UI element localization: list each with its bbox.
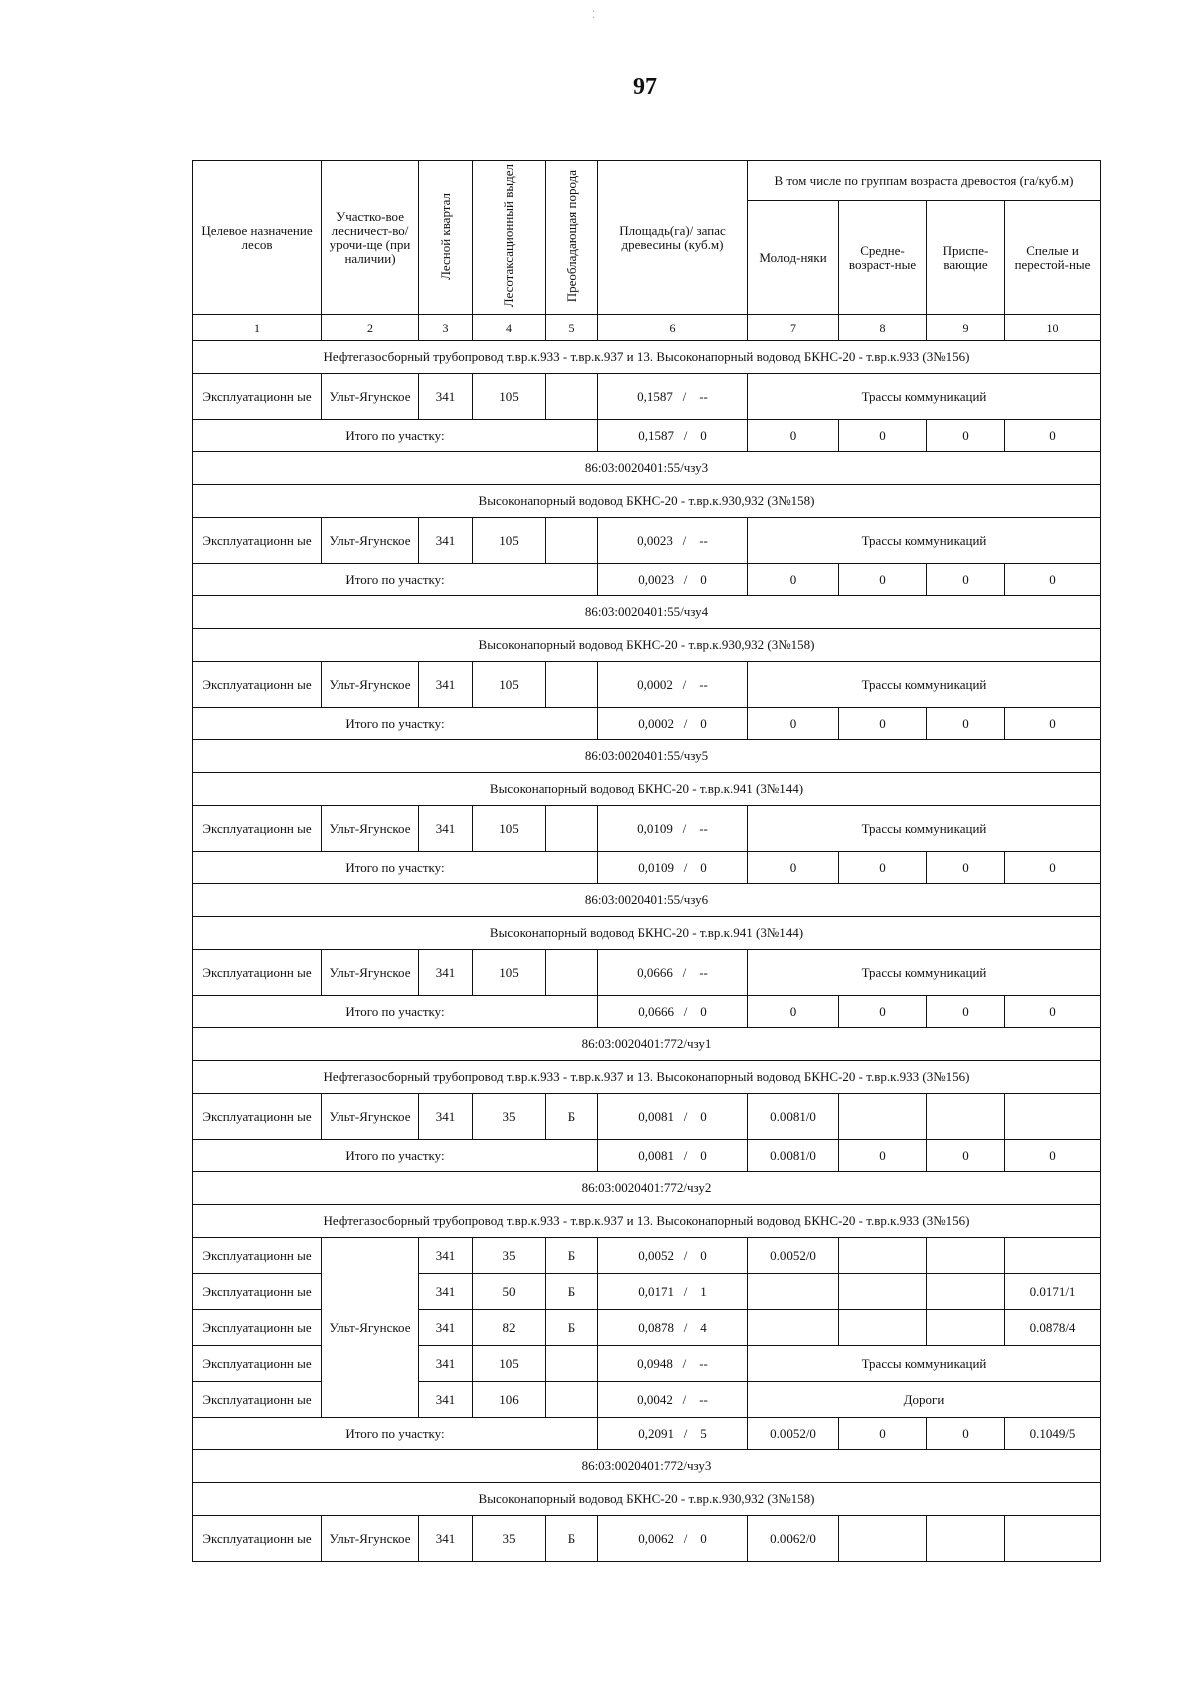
cell-young: 0.0062/0: [748, 1516, 839, 1562]
cell-mature: [1005, 1238, 1101, 1274]
subtotal-row: [193, 1418, 1101, 1450]
subtotal-label: Итого по участку:: [193, 708, 598, 740]
header-mature: Спелые и перестой-ные: [1005, 201, 1101, 315]
column-number: 1: [193, 315, 322, 341]
cell-species: [546, 1382, 598, 1418]
cell-purpose: Эксплуатационн ые: [193, 1310, 322, 1346]
cell-species: Б: [546, 1274, 598, 1310]
cadastre-row: [193, 884, 1101, 917]
table-row: [193, 518, 1101, 564]
subtotal-young: 0: [748, 852, 839, 884]
section-title: Высоконапорный водовод БКНС-20 - т.вр.к.930,932 (3№158): [193, 485, 1101, 518]
cell-species: Б: [546, 1310, 598, 1346]
cell-land-use-note: Трассы коммуникаций: [748, 518, 1101, 564]
cell-purpose: Эксплуатационн ые: [193, 1238, 322, 1274]
cell-purpose: Эксплуатационн ые: [193, 374, 322, 420]
subtotal-middle-aged: 0: [839, 564, 927, 596]
forest-table: [192, 160, 1101, 1562]
cell-allotment: 105: [473, 518, 546, 564]
cadastre-number: 86:03:0020401:772/чзу3: [193, 1450, 1101, 1483]
subtotal-maturing: 0: [927, 1140, 1005, 1172]
cell-area: 0,0023 / --: [598, 518, 748, 564]
cell-species: [546, 374, 598, 420]
table-row: [193, 1094, 1101, 1140]
cell-allotment: 35: [473, 1094, 546, 1140]
section-title: Высоконапорный водовод БКНС-20 - т.вр.к.930,932 (3№158): [193, 629, 1101, 662]
column-number: 2: [322, 315, 419, 341]
table-row: [193, 806, 1101, 852]
subtotal-middle-aged: 0: [839, 1140, 927, 1172]
cell-quarter: 341: [419, 1094, 473, 1140]
cadastre-number: 86:03:0020401:55/чзу4: [193, 596, 1101, 629]
cell-species: Б: [546, 1516, 598, 1562]
section-title-row: [193, 917, 1101, 950]
subtotal-young: 0.0081/0: [748, 1140, 839, 1172]
cell-allotment: 105: [473, 662, 546, 708]
cell-purpose: Эксплуатационн ые: [193, 1274, 322, 1310]
cadastre-number: 86:03:0020401:55/чзу5: [193, 740, 1101, 773]
cell-allotment: 106: [473, 1382, 546, 1418]
cell-species: [546, 1346, 598, 1382]
cell-land-use-note: Дороги: [748, 1382, 1101, 1418]
header-age-groups: В том числе по группам возраста древостоя (га/куб.м): [748, 161, 1101, 201]
cell-purpose: Эксплуатационн ые: [193, 1382, 322, 1418]
cell-young: [748, 1310, 839, 1346]
cell-quarter: 341: [419, 374, 473, 420]
cell-species: [546, 662, 598, 708]
section-title-row: [193, 1205, 1101, 1238]
section-title: Высоконапорный водовод БКНС-20 - т.вр.к.941 (3№144): [193, 917, 1101, 950]
subtotal-area: 0,0002 / 0: [598, 708, 748, 740]
cell-species: [546, 518, 598, 564]
cell-land-use-note: Трассы коммуникаций: [748, 1346, 1101, 1382]
cell-species: [546, 806, 598, 852]
cell-purpose: Эксплуатационн ые: [193, 1516, 322, 1562]
header-maturing: Приспе-вающие: [927, 201, 1005, 315]
subtotal-maturing: 0: [927, 420, 1005, 452]
cell-quarter: 341: [419, 1516, 473, 1562]
cell-district: Ульт-Ягунское: [322, 1094, 419, 1140]
cell-middle-aged: [839, 1516, 927, 1562]
subtotal-mature: 0: [1005, 996, 1101, 1028]
subtotal-area: 0,0023 / 0: [598, 564, 748, 596]
subtotal-row: [193, 564, 1101, 596]
subtotal-area: 0,0081 / 0: [598, 1140, 748, 1172]
subtotal-middle-aged: 0: [839, 1418, 927, 1450]
subtotal-mature: 0: [1005, 852, 1101, 884]
cell-mature: 0.0878/4: [1005, 1310, 1101, 1346]
cell-quarter: 341: [419, 806, 473, 852]
cell-young: [748, 1274, 839, 1310]
cell-area: 0,0878 / 4: [598, 1310, 748, 1346]
cell-mature: [1005, 1516, 1101, 1562]
subtotal-young: 0: [748, 708, 839, 740]
header-row: [193, 161, 1101, 201]
cell-district: Ульт-Ягунское: [322, 806, 419, 852]
section-title-row: [193, 773, 1101, 806]
subtotal-label: Итого по участку:: [193, 564, 598, 596]
cell-quarter: 341: [419, 1310, 473, 1346]
column-number: 5: [546, 315, 598, 341]
subtotal-area: 0,0666 / 0: [598, 996, 748, 1028]
subtotal-middle-aged: 0: [839, 420, 927, 452]
cell-land-use-note: Трассы коммуникаций: [748, 374, 1101, 420]
cadastre-number: 86:03:0020401:55/чзу6: [193, 884, 1101, 917]
cell-maturing: [927, 1310, 1005, 1346]
subtotal-label: Итого по участку:: [193, 1140, 598, 1172]
column-number: 3: [419, 315, 473, 341]
cell-area: 0,0062 / 0: [598, 1516, 748, 1562]
cadastre-number: 86:03:0020401:772/чзу2: [193, 1172, 1101, 1205]
scan-mark: ⁚: [592, 10, 596, 21]
cadastre-row: [193, 596, 1101, 629]
cell-land-use-note: Трассы коммуникаций: [748, 950, 1101, 996]
cell-maturing: [927, 1094, 1005, 1140]
subtotal-label: Итого по участку:: [193, 420, 598, 452]
header-middle: Средне-возраст-ные: [839, 201, 927, 315]
subtotal-area: 0,0109 / 0: [598, 852, 748, 884]
cell-district: Ульт-Ягунское: [322, 1516, 419, 1562]
section-title-row: [193, 341, 1101, 374]
page-number: 97: [633, 74, 657, 100]
cell-allotment: 82: [473, 1310, 546, 1346]
cadastre-row: [193, 1450, 1101, 1483]
subtotal-maturing: 0: [927, 564, 1005, 596]
cell-area: 0,1587 / --: [598, 374, 748, 420]
cell-maturing: [927, 1238, 1005, 1274]
cadastre-row: [193, 1028, 1101, 1061]
cell-middle-aged: [839, 1238, 927, 1274]
column-number: 9: [927, 315, 1005, 341]
cell-quarter: 341: [419, 1382, 473, 1418]
subtotal-young: 0.0052/0: [748, 1418, 839, 1450]
subtotal-row: [193, 708, 1101, 740]
cadastre-number: 86:03:0020401:55/чзу3: [193, 452, 1101, 485]
cadastre-row: [193, 740, 1101, 773]
cell-middle-aged: [839, 1274, 927, 1310]
subtotal-label: Итого по участку:: [193, 1418, 598, 1450]
cell-quarter: 341: [419, 950, 473, 996]
cell-district: Ульт-Ягунское: [322, 374, 419, 420]
cell-district: Ульт-Ягунское: [322, 662, 419, 708]
cell-purpose: Эксплуатационн ые: [193, 662, 322, 708]
cell-quarter: 341: [419, 1274, 473, 1310]
column-number: 8: [839, 315, 927, 341]
cell-district: Ульт-Ягунское: [322, 1238, 419, 1418]
cadastre-row: [193, 1172, 1101, 1205]
cell-young: 0.0052/0: [748, 1238, 839, 1274]
subtotal-young: 0: [748, 996, 839, 1028]
header-allotment: Лесотаксационный выдел: [473, 161, 546, 315]
cell-mature: 0.0171/1: [1005, 1274, 1101, 1310]
cell-quarter: 341: [419, 662, 473, 708]
subtotal-young: 0: [748, 564, 839, 596]
subtotal-mature: 0: [1005, 420, 1101, 452]
cell-maturing: [927, 1516, 1005, 1562]
cell-area: 0,0002 / --: [598, 662, 748, 708]
table-row: [193, 662, 1101, 708]
subtotal-maturing: 0: [927, 708, 1005, 740]
cell-area: 0,0081 / 0: [598, 1094, 748, 1140]
subtotal-row: [193, 1140, 1101, 1172]
cell-purpose: Эксплуатационн ые: [193, 1346, 322, 1382]
cell-purpose: Эксплуатационн ые: [193, 518, 322, 564]
header-species: Преобладающая порода: [546, 161, 598, 315]
column-numbers-row: [193, 315, 1101, 341]
cell-area: 0,0109 / --: [598, 806, 748, 852]
subtotal-row: [193, 852, 1101, 884]
subtotal-mature: 0: [1005, 1140, 1101, 1172]
cell-land-use-note: Трассы коммуникаций: [748, 806, 1101, 852]
column-number: 4: [473, 315, 546, 341]
subtotal-maturing: 0: [927, 1418, 1005, 1450]
cell-purpose: Эксплуатационн ые: [193, 1094, 322, 1140]
cell-allotment: 35: [473, 1516, 546, 1562]
header-purpose: Целевое назначение лесов: [193, 161, 322, 315]
cell-species: Б: [546, 1238, 598, 1274]
section-title-row: [193, 629, 1101, 662]
subtotal-young: 0: [748, 420, 839, 452]
table-row: [193, 1516, 1101, 1562]
cell-allotment: 35: [473, 1238, 546, 1274]
cell-land-use-note: Трассы коммуникаций: [748, 662, 1101, 708]
cell-young: 0.0081/0: [748, 1094, 839, 1140]
header-quarter: Лесной квартал: [419, 161, 473, 315]
cadastre-number: 86:03:0020401:772/чзу1: [193, 1028, 1101, 1061]
cell-species: Б: [546, 1094, 598, 1140]
table-row: [193, 950, 1101, 996]
table-row: [193, 1238, 1101, 1274]
section-title: Нефтегазосборный трубопровод т.вр.к.933 - т.вр.к.937 и 13. Высоконапорный водовод БКНС-20 - т.вр.к.933 (3№156): [193, 341, 1101, 374]
cell-allotment: 105: [473, 1346, 546, 1382]
subtotal-mature: 0.1049/5: [1005, 1418, 1101, 1450]
cell-area: 0,0171 / 1: [598, 1274, 748, 1310]
subtotal-mature: 0: [1005, 564, 1101, 596]
cell-species: [546, 950, 598, 996]
column-number: 7: [748, 315, 839, 341]
subtotal-middle-aged: 0: [839, 852, 927, 884]
cell-quarter: 341: [419, 1346, 473, 1382]
cell-maturing: [927, 1274, 1005, 1310]
cell-area: 0,0052 / 0: [598, 1238, 748, 1274]
subtotal-maturing: 0: [927, 996, 1005, 1028]
cell-allotment: 50: [473, 1274, 546, 1310]
subtotal-label: Итого по участку:: [193, 852, 598, 884]
cell-district: Ульт-Ягунское: [322, 518, 419, 564]
table-row: [193, 374, 1101, 420]
subtotal-row: [193, 996, 1101, 1028]
section-title-row: [193, 1483, 1101, 1516]
cell-purpose: Эксплуатационн ые: [193, 950, 322, 996]
cell-middle-aged: [839, 1310, 927, 1346]
subtotal-area: 0,2091 / 5: [598, 1418, 748, 1450]
cell-area: 0,0948 / --: [598, 1346, 748, 1382]
subtotal-mature: 0: [1005, 708, 1101, 740]
subtotal-row: [193, 420, 1101, 452]
subtotal-area: 0,1587 / 0: [598, 420, 748, 452]
header-young: Молод-няки: [748, 201, 839, 315]
cell-district: Ульт-Ягунское: [322, 950, 419, 996]
section-title: Высоконапорный водовод БКНС-20 - т.вр.к.941 (3№144): [193, 773, 1101, 806]
cell-area: 0,0042 / --: [598, 1382, 748, 1418]
subtotal-middle-aged: 0: [839, 708, 927, 740]
cell-quarter: 341: [419, 1238, 473, 1274]
cell-mature: [1005, 1094, 1101, 1140]
cell-purpose: Эксплуатационн ые: [193, 806, 322, 852]
header-district: Участко-вое лесничест-во/урочи-ще (при наличии): [322, 161, 419, 315]
subtotal-maturing: 0: [927, 852, 1005, 884]
subtotal-label: Итого по участку:: [193, 996, 598, 1028]
cell-middle-aged: [839, 1094, 927, 1140]
subtotal-middle-aged: 0: [839, 996, 927, 1028]
cell-quarter: 341: [419, 518, 473, 564]
section-title: Нефтегазосборный трубопровод т.вр.к.933 - т.вр.к.937 и 13. Высоконапорный водовод БКНС-20 - т.вр.к.933 (3№156): [193, 1061, 1101, 1094]
cell-allotment: 105: [473, 806, 546, 852]
column-number: 10: [1005, 315, 1101, 341]
section-title: Высоконапорный водовод БКНС-20 - т.вр.к.930,932 (3№158): [193, 1483, 1101, 1516]
cadastre-row: [193, 452, 1101, 485]
cell-allotment: 105: [473, 374, 546, 420]
cell-allotment: 105: [473, 950, 546, 996]
cell-area: 0,0666 / --: [598, 950, 748, 996]
header-area: Площадь(га)/ запас древесины (куб.м): [598, 161, 748, 315]
section-title-row: [193, 485, 1101, 518]
column-number: 6: [598, 315, 748, 341]
section-title: Нефтегазосборный трубопровод т.вр.к.933 - т.вр.к.937 и 13. Высоконапорный водовод БКНС-20 - т.вр.к.933 (3№156): [193, 1205, 1101, 1238]
section-title-row: [193, 1061, 1101, 1094]
